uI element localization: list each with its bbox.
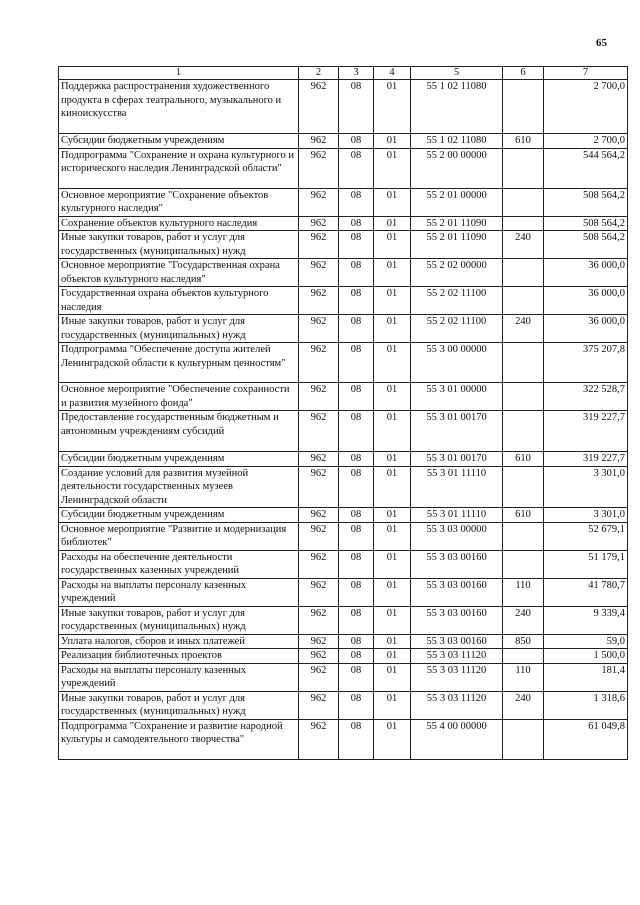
row-name-cell: Субсидии бюджетным учреждениям <box>59 134 299 149</box>
row-code-cell: 962 <box>299 134 339 149</box>
row-name-cell: Подпрограмма "Обеспечение доступа жителей Ленинградской области к культурным ценностям" <box>59 343 299 383</box>
header-cell: 1 <box>59 67 299 80</box>
row-subsection-cell: 01 <box>374 550 411 578</box>
row-code-cell: 962 <box>299 466 339 508</box>
row-amount-cell: 319 227,7 <box>544 411 628 452</box>
row-code-cell: 962 <box>299 691 339 719</box>
row-name-cell: Расходы на обеспечение деятельности государственных казенных учреждений <box>59 550 299 578</box>
row-subsection-cell: 01 <box>374 508 411 523</box>
row-name-cell: Иные закупки товаров, работ и услуг для государственных (муниципальных) нужд <box>59 315 299 343</box>
row-target-cell: 55 3 03 00160 <box>411 550 503 578</box>
row-code-cell: 962 <box>299 383 339 411</box>
row-section-cell: 08 <box>339 634 374 649</box>
row-target-cell: 55 3 03 11120 <box>411 649 503 664</box>
row-code-cell: 962 <box>299 578 339 606</box>
row-type-cell <box>503 287 544 315</box>
row-section-cell: 08 <box>339 148 374 188</box>
row-target-cell: 55 1 02 11080 <box>411 134 503 149</box>
row-section-cell: 08 <box>339 383 374 411</box>
row-section-cell: 08 <box>339 231 374 259</box>
row-target-cell: 55 2 01 11090 <box>411 231 503 259</box>
page-number: 65 <box>596 37 607 49</box>
row-type-cell <box>503 343 544 383</box>
table-row <box>59 466 628 508</box>
row-section-cell: 08 <box>339 508 374 523</box>
row-amount-cell: 36 000,0 <box>544 259 628 287</box>
row-section-cell: 08 <box>339 550 374 578</box>
row-type-cell <box>503 383 544 411</box>
row-subsection-cell: 01 <box>374 216 411 231</box>
row-code-cell: 962 <box>299 452 339 467</box>
row-name-cell: Подпрограмма "Сохранение и развитие народной культуры и самодеятельного творчества" <box>59 719 299 759</box>
row-amount-cell: 41 780,7 <box>544 578 628 606</box>
row-amount-cell: 1 500,0 <box>544 649 628 664</box>
row-target-cell: 55 3 03 11120 <box>411 691 503 719</box>
row-section-cell: 08 <box>339 411 374 452</box>
row-name-cell: Создание условий для развития музейной деятельности государственных музеев Ленинградской области <box>59 466 299 508</box>
row-type-cell: 110 <box>503 663 544 691</box>
row-target-cell: 55 4 00 00000 <box>411 719 503 759</box>
row-subsection-cell: 01 <box>374 411 411 452</box>
row-name-cell: Основное мероприятие "Государственная охрана объектов культурного наследия" <box>59 259 299 287</box>
row-type-cell: 110 <box>503 578 544 606</box>
row-subsection-cell: 01 <box>374 188 411 216</box>
row-type-cell <box>503 649 544 664</box>
row-name-cell: Сохранение объектов культурного наследия <box>59 216 299 231</box>
row-amount-cell: 2 700,0 <box>544 134 628 149</box>
row-target-cell: 55 3 03 11120 <box>411 663 503 691</box>
row-subsection-cell: 01 <box>374 231 411 259</box>
table-row <box>59 148 628 188</box>
row-target-cell: 55 3 01 00000 <box>411 383 503 411</box>
row-target-cell: 55 3 00 00000 <box>411 343 503 383</box>
row-type-cell: 610 <box>503 134 544 149</box>
row-name-cell: Основное мероприятие "Развитие и модернизация библиотек" <box>59 522 299 550</box>
row-subsection-cell: 01 <box>374 315 411 343</box>
row-target-cell: 55 3 01 00170 <box>411 452 503 467</box>
row-amount-cell: 2 700,0 <box>544 80 628 134</box>
header-cell: 7 <box>544 67 628 80</box>
table-row <box>59 452 628 467</box>
row-target-cell: 55 2 02 11100 <box>411 287 503 315</box>
row-section-cell: 08 <box>339 188 374 216</box>
row-target-cell: 55 3 03 00160 <box>411 634 503 649</box>
table-body <box>59 80 628 760</box>
row-code-cell: 962 <box>299 315 339 343</box>
table-row <box>59 188 628 216</box>
row-code-cell: 962 <box>299 343 339 383</box>
row-name-cell: Иные закупки товаров, работ и услуг для государственных (муниципальных) нужд <box>59 691 299 719</box>
row-subsection-cell: 01 <box>374 691 411 719</box>
row-section-cell: 08 <box>339 315 374 343</box>
row-amount-cell: 322 528,7 <box>544 383 628 411</box>
table-row <box>59 259 628 287</box>
header-cell: 4 <box>374 67 411 80</box>
row-type-cell: 610 <box>503 508 544 523</box>
row-subsection-cell: 01 <box>374 606 411 634</box>
header-cell: 3 <box>339 67 374 80</box>
row-name-cell: Расходы на выплаты персоналу казенных учреждений <box>59 578 299 606</box>
row-type-cell <box>503 411 544 452</box>
row-section-cell: 08 <box>339 522 374 550</box>
row-code-cell: 962 <box>299 606 339 634</box>
row-target-cell: 55 2 02 00000 <box>411 259 503 287</box>
table-row <box>59 411 628 452</box>
row-section-cell: 08 <box>339 216 374 231</box>
row-type-cell: 850 <box>503 634 544 649</box>
row-amount-cell: 508 564,2 <box>544 188 628 216</box>
row-section-cell: 08 <box>339 649 374 664</box>
row-name-cell: Иные закупки товаров, работ и услуг для государственных (муниципальных) нужд <box>59 231 299 259</box>
row-amount-cell: 1 318,6 <box>544 691 628 719</box>
row-type-cell: 240 <box>503 315 544 343</box>
row-section-cell: 08 <box>339 452 374 467</box>
row-name-cell: Расходы на выплаты персоналу казенных учреждений <box>59 663 299 691</box>
table-row <box>59 691 628 719</box>
row-name-cell: Государственная охрана объектов культурного наследия <box>59 287 299 315</box>
row-name-cell: Поддержка распространения художественного продукта в сферах театрального, музыкального и киноискусства <box>59 80 299 134</box>
row-subsection-cell: 01 <box>374 80 411 134</box>
table-row <box>59 663 628 691</box>
row-subsection-cell: 01 <box>374 148 411 188</box>
row-code-cell: 962 <box>299 550 339 578</box>
budget-table <box>58 66 628 760</box>
row-section-cell: 08 <box>339 663 374 691</box>
row-code-cell: 962 <box>299 148 339 188</box>
row-type-cell <box>503 216 544 231</box>
table-row <box>59 216 628 231</box>
row-subsection-cell: 01 <box>374 134 411 149</box>
row-type-cell <box>503 522 544 550</box>
row-amount-cell: 508 564,2 <box>544 216 628 231</box>
row-code-cell: 962 <box>299 663 339 691</box>
table-row <box>59 522 628 550</box>
row-type-cell: 240 <box>503 691 544 719</box>
row-section-cell: 08 <box>339 466 374 508</box>
row-subsection-cell: 01 <box>374 343 411 383</box>
row-name-cell: Иные закупки товаров, работ и услуг для государственных (муниципальных) нужд <box>59 606 299 634</box>
row-section-cell: 08 <box>339 578 374 606</box>
header-cell: 5 <box>411 67 503 80</box>
row-name-cell: Основное мероприятие "Сохранение объектов культурного наследия" <box>59 188 299 216</box>
row-subsection-cell: 01 <box>374 634 411 649</box>
row-section-cell: 08 <box>339 287 374 315</box>
table-row <box>59 649 628 664</box>
row-amount-cell: 61 049,8 <box>544 719 628 759</box>
row-subsection-cell: 01 <box>374 383 411 411</box>
row-name-cell: Уплата налогов, сборов и иных платежей <box>59 634 299 649</box>
row-code-cell: 962 <box>299 287 339 315</box>
table-row <box>59 606 628 634</box>
table-row <box>59 508 628 523</box>
row-amount-cell: 3 301,0 <box>544 508 628 523</box>
row-name-cell: Основное мероприятие "Обеспечение сохранности и развития музейного фонда" <box>59 383 299 411</box>
table-row <box>59 80 628 134</box>
row-code-cell: 962 <box>299 80 339 134</box>
row-code-cell: 962 <box>299 508 339 523</box>
row-type-cell <box>503 259 544 287</box>
row-code-cell: 962 <box>299 216 339 231</box>
row-subsection-cell: 01 <box>374 466 411 508</box>
row-amount-cell: 36 000,0 <box>544 287 628 315</box>
row-subsection-cell: 01 <box>374 452 411 467</box>
row-amount-cell: 375 207,8 <box>544 343 628 383</box>
row-name-cell: Субсидии бюджетным учреждениям <box>59 508 299 523</box>
row-section-cell: 08 <box>339 343 374 383</box>
row-type-cell <box>503 80 544 134</box>
row-name-cell: Подпрограмма "Сохранение и охрана культурного и исторического наследия Ленинградской области" <box>59 148 299 188</box>
row-target-cell: 55 3 03 00160 <box>411 578 503 606</box>
table-row <box>59 231 628 259</box>
row-code-cell: 962 <box>299 259 339 287</box>
table-row <box>59 315 628 343</box>
row-subsection-cell: 01 <box>374 663 411 691</box>
row-section-cell: 08 <box>339 134 374 149</box>
row-code-cell: 962 <box>299 231 339 259</box>
row-type-cell <box>503 550 544 578</box>
row-target-cell: 55 3 03 00000 <box>411 522 503 550</box>
row-amount-cell: 51 179,1 <box>544 550 628 578</box>
row-subsection-cell: 01 <box>374 649 411 664</box>
table-row <box>59 634 628 649</box>
row-target-cell: 55 2 01 11090 <box>411 216 503 231</box>
row-amount-cell: 181,4 <box>544 663 628 691</box>
row-target-cell: 55 1 02 11080 <box>411 80 503 134</box>
row-code-cell: 962 <box>299 411 339 452</box>
row-subsection-cell: 01 <box>374 287 411 315</box>
row-subsection-cell: 01 <box>374 259 411 287</box>
row-type-cell <box>503 719 544 759</box>
row-amount-cell: 9 339,4 <box>544 606 628 634</box>
row-section-cell: 08 <box>339 259 374 287</box>
row-amount-cell: 36 000,0 <box>544 315 628 343</box>
table-row <box>59 550 628 578</box>
row-target-cell: 55 3 01 11110 <box>411 466 503 508</box>
row-code-cell: 962 <box>299 188 339 216</box>
header-row <box>59 67 628 80</box>
table-row <box>59 578 628 606</box>
row-target-cell: 55 3 01 00170 <box>411 411 503 452</box>
row-target-cell: 55 2 02 11100 <box>411 315 503 343</box>
table-row <box>59 134 628 149</box>
row-name-cell: Реализация библиотечных проектов <box>59 649 299 664</box>
row-section-cell: 08 <box>339 719 374 759</box>
row-amount-cell: 319 227,7 <box>544 452 628 467</box>
row-section-cell: 08 <box>339 606 374 634</box>
row-target-cell: 55 2 00 00000 <box>411 148 503 188</box>
row-name-cell: Предоставление государственным бюджетным и автономным учреждениям субсидий <box>59 411 299 452</box>
row-code-cell: 962 <box>299 634 339 649</box>
row-type-cell <box>503 188 544 216</box>
row-type-cell: 610 <box>503 452 544 467</box>
row-section-cell: 08 <box>339 691 374 719</box>
row-code-cell: 962 <box>299 719 339 759</box>
row-type-cell <box>503 148 544 188</box>
row-amount-cell: 544 564,2 <box>544 148 628 188</box>
row-target-cell: 55 3 01 11110 <box>411 508 503 523</box>
row-type-cell <box>503 466 544 508</box>
row-amount-cell: 52 679,1 <box>544 522 628 550</box>
header-cell: 6 <box>503 67 544 80</box>
row-amount-cell: 508 564,2 <box>544 231 628 259</box>
row-code-cell: 962 <box>299 522 339 550</box>
header-cell: 2 <box>299 67 339 80</box>
row-type-cell: 240 <box>503 231 544 259</box>
row-amount-cell: 3 301,0 <box>544 466 628 508</box>
row-name-cell: Субсидии бюджетным учреждениям <box>59 452 299 467</box>
row-target-cell: 55 3 03 00160 <box>411 606 503 634</box>
row-section-cell: 08 <box>339 80 374 134</box>
table-row <box>59 343 628 383</box>
row-code-cell: 962 <box>299 649 339 664</box>
table-row <box>59 719 628 759</box>
row-subsection-cell: 01 <box>374 522 411 550</box>
row-subsection-cell: 01 <box>374 578 411 606</box>
row-amount-cell: 59,0 <box>544 634 628 649</box>
table-row <box>59 287 628 315</box>
row-type-cell: 240 <box>503 606 544 634</box>
row-subsection-cell: 01 <box>374 719 411 759</box>
row-target-cell: 55 2 01 00000 <box>411 188 503 216</box>
table-row <box>59 383 628 411</box>
